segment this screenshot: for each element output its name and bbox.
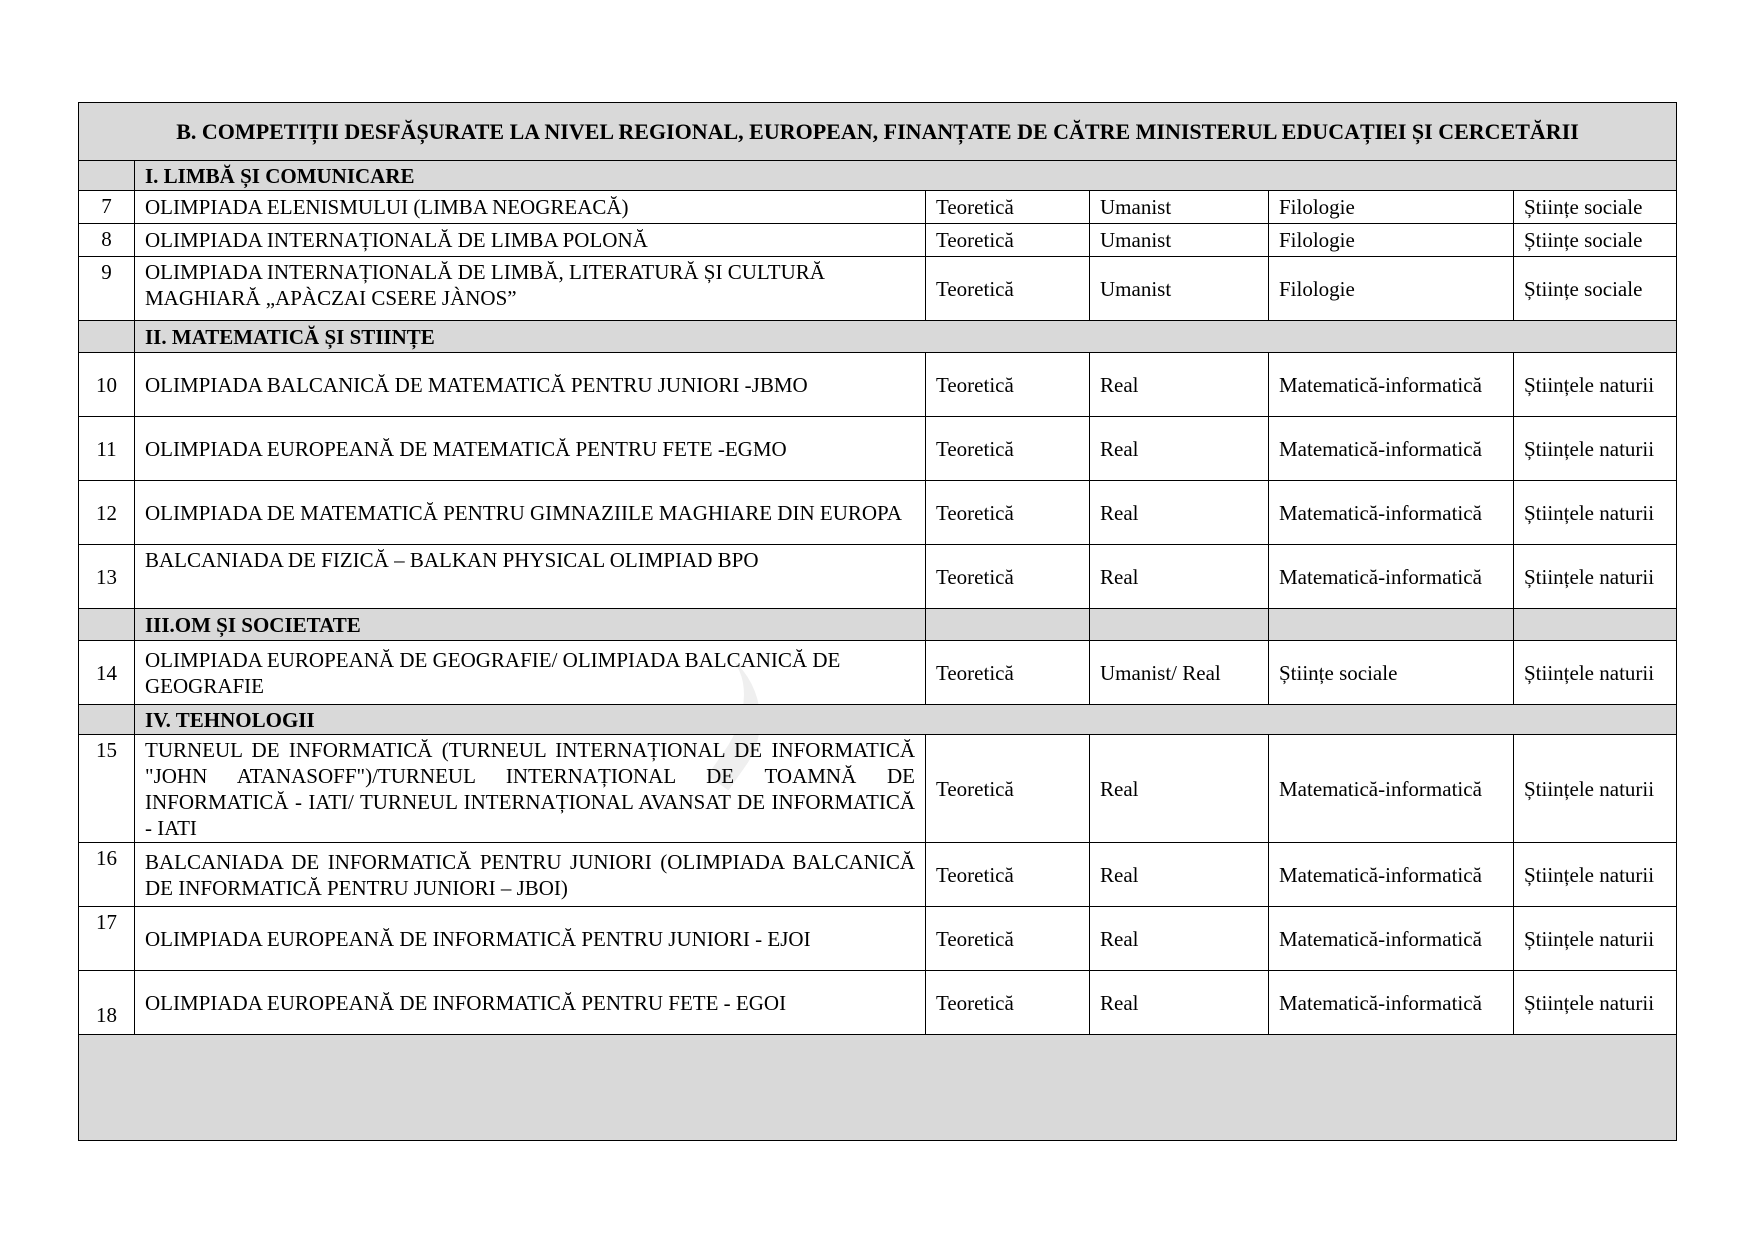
competition-specialization: Filologie [1269,191,1514,224]
competition-type: Teoretică [926,353,1090,417]
competition-name: OLIMPIADA INTERNAȚIONALĂ DE LIMBĂ, LITERATURĂ ȘI CULTURĂ MAGHIARĂ „APÀCZAI CSERE JÀNOS” [135,257,926,321]
competition-domain: Științe sociale [1514,224,1677,257]
competition-specialization: Matematică-informatică [1269,971,1514,1035]
table-footer-row [79,1035,1677,1141]
table-row [79,907,1677,971]
row-number: 10 [79,353,135,417]
row-number: 7 [79,191,135,224]
competition-type: Teoretică [926,224,1090,257]
table-row [79,641,1677,705]
competition-name: OLIMPIADA DE MATEMATICĂ PENTRU GIMNAZIILE MAGHIARE DIN EUROPA [135,481,926,545]
competition-specialization: Matematică-informatică [1269,545,1514,609]
row-number: 14 [79,641,135,705]
competition-domain: Științe sociale [1514,191,1677,224]
row-number: 16 [79,843,135,907]
competition-specialization: Matematică-informatică [1269,417,1514,481]
competition-type: Teoretică [926,641,1090,705]
competition-type: Teoretică [926,843,1090,907]
table-title: B. COMPETIȚII DESFĂȘURATE LA NIVEL REGIONAL, EUROPEAN, FINANȚATE DE CĂTRE MINISTERUL EDUCAȚIEI ȘI CERCETĂRII [79,103,1677,161]
competition-type: Teoretică [926,191,1090,224]
competition-domain: Științele naturii [1514,353,1677,417]
section-row [79,321,1677,353]
competition-name: OLIMPIADA EUROPEANĂ DE INFORMATICĂ PENTRU FETE - EGOI [135,971,926,1035]
competition-profile: Umanist [1090,191,1269,224]
competition-type: Teoretică [926,971,1090,1035]
competition-specialization: Matematică-informatică [1269,843,1514,907]
table-row [79,224,1677,257]
row-number: 12 [79,481,135,545]
row-number: 9 [79,257,135,321]
table-footer-empty [79,1035,1677,1141]
table-row [79,257,1677,321]
competition-type: Teoretică [926,417,1090,481]
competitions-table [78,102,1677,1141]
table-row [79,971,1677,1035]
competition-domain: Științele naturii [1514,735,1677,843]
competition-domain: Științele naturii [1514,545,1677,609]
competition-type: Teoretică [926,481,1090,545]
competition-profile: Real [1090,907,1269,971]
row-number: 15 [79,735,135,843]
competition-profile: Real [1090,971,1269,1035]
competition-profile: Real [1090,843,1269,907]
section-row [79,161,1677,191]
table-title-row [79,103,1677,161]
competition-type: Teoretică [926,735,1090,843]
competition-specialization: Matematică-informatică [1269,353,1514,417]
competition-specialization: Filologie [1269,224,1514,257]
table-row [79,353,1677,417]
competition-specialization: Filologie [1269,257,1514,321]
competition-name: BALCANIADA DE INFORMATICĂ PENTRU JUNIORI (OLIMPIADA BALCANICĂ DE INFORMATICĂ PENTRU JUNIORI – JBOI) [135,843,926,907]
table-row [79,417,1677,481]
row-number: 17 [79,907,135,971]
competition-name: OLIMPIADA ELENISMULUI (LIMBA NEOGREACĂ) [135,191,926,224]
competition-name: OLIMPIADA EUROPEANĂ DE GEOGRAFIE/ OLIMPIADA BALCANICĂ DE GEOGRAFIE [135,641,926,705]
competition-name: OLIMPIADA BALCANICĂ DE MATEMATICĂ PENTRU JUNIORI -JBMO [135,353,926,417]
table-row [79,843,1677,907]
competition-type: Teoretică [926,907,1090,971]
competition-domain: Științele naturii [1514,907,1677,971]
competition-specialization: Matematică-informatică [1269,735,1514,843]
competition-profile: Umanist [1090,224,1269,257]
competition-profile: Real [1090,545,1269,609]
competition-specialization: Științe sociale [1269,641,1514,705]
competition-name: TURNEUL DE INFORMATICĂ (TURNEUL INTERNAȚIONAL DE INFORMATICĂ "JOHN ATANASOFF")/TURNEUL INTERNAȚIONAL DE TOAMNĂ DE INFORMATICĂ - IATI/ TURNEUL INTERNAȚIONAL AVANSAT DE INFORMATICĂ - IATI [135,735,926,843]
competition-profile: Umanist/ Real [1090,641,1269,705]
competition-type: Teoretică [926,257,1090,321]
competition-domain: Științele naturii [1514,481,1677,545]
competition-name: OLIMPIADA EUROPEANĂ DE INFORMATICĂ PENTRU JUNIORI - EJOI [135,907,926,971]
competition-domain: Științele naturii [1514,971,1677,1035]
table-row [79,545,1677,609]
section-row [79,609,1677,641]
competition-profile: Real [1090,417,1269,481]
competition-name: OLIMPIADA INTERNAȚIONALĂ DE LIMBA POLONĂ [135,224,926,257]
competition-name: OLIMPIADA EUROPEANĂ DE MATEMATICĂ PENTRU FETE -EGMO [135,417,926,481]
section-row [79,705,1677,735]
competition-profile: Umanist [1090,257,1269,321]
row-number: 18 [79,971,135,1035]
competition-domain: Științele naturii [1514,641,1677,705]
row-number: 11 [79,417,135,481]
section-heading: III.OM ȘI SOCIETATE [135,609,926,641]
competition-name: BALCANIADA DE FIZICĂ – BALKAN PHYSICAL OLIMPIAD BPO [135,545,926,609]
row-number: 13 [79,545,135,609]
competition-specialization: Matematică-informatică [1269,907,1514,971]
competition-type: Teoretică [926,545,1090,609]
table-row [79,191,1677,224]
competition-profile: Real [1090,481,1269,545]
competition-domain: Științele naturii [1514,417,1677,481]
competition-domain: Științe sociale [1514,257,1677,321]
table-row [79,481,1677,545]
row-number: 8 [79,224,135,257]
table-row [79,735,1677,843]
section-heading: IV. TEHNOLOGII [135,705,1677,735]
competition-specialization: Matematică-informatică [1269,481,1514,545]
competition-profile: Real [1090,735,1269,843]
competition-profile: Real [1090,353,1269,417]
competition-domain: Științele naturii [1514,843,1677,907]
section-heading: II. MATEMATICĂ ȘI STIINȚE [135,321,1677,353]
section-heading: I. LIMBĂ ȘI COMUNICARE [135,161,1677,191]
